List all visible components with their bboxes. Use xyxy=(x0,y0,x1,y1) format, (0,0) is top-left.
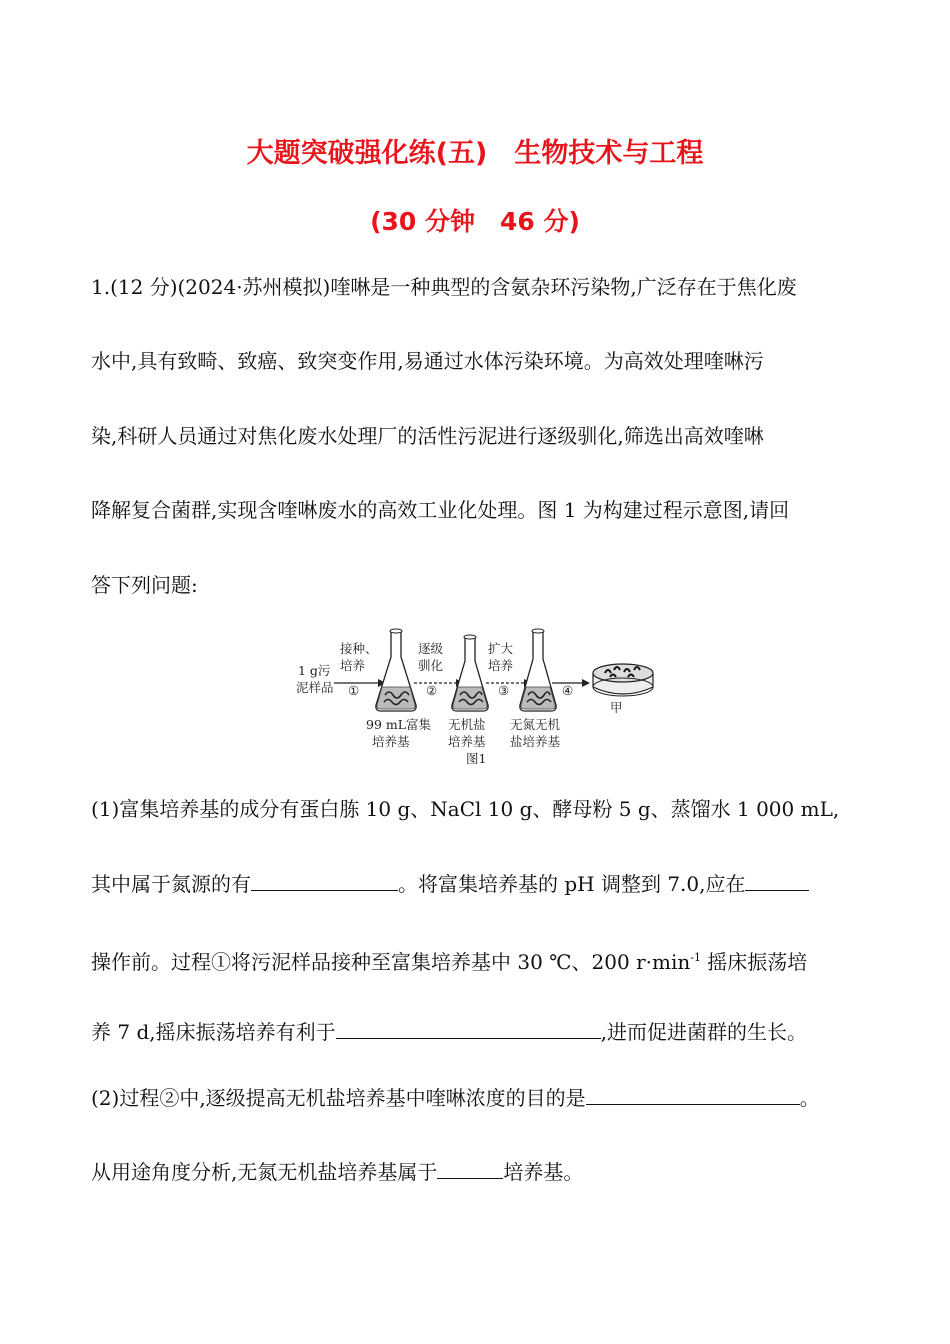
flask1-label-line1: 99 mL富集 xyxy=(366,717,432,732)
step2-label-line2: 驯化 xyxy=(418,658,444,673)
step1-number: ① xyxy=(348,683,360,698)
q1-part1-line2 xyxy=(91,870,809,898)
q1-part2-line1-text-a: (2)过程②中,逐级提高无机盐培养基中喹啉浓度的目的是 xyxy=(91,1086,586,1110)
q1-part1-line4-text-b: ,进而促进菌群的生长。 xyxy=(600,1020,807,1044)
step4-number: ④ xyxy=(562,683,574,698)
q1-part2-line2-text-a: 从用途角度分析,无氮无机盐培养基属于 xyxy=(91,1160,438,1184)
page-title: 大题突破强化练(五) 生物技术与工程 xyxy=(246,138,704,169)
q1-part2-line2-text-b: 培养基。 xyxy=(503,1160,584,1184)
answer-blank-shaking-benefit[interactable] xyxy=(336,1018,601,1039)
dish-label: 甲 xyxy=(610,700,623,715)
q1-text-line-2: 水中,具有致畸、致癌、致突变作用,易通过水体污染环境。为高效处理喹啉污 xyxy=(91,349,764,373)
figure-caption: 图1 xyxy=(466,751,487,766)
flask3-label-line1: 无氮无机 xyxy=(510,717,561,732)
step2-label-line1: 逐级 xyxy=(418,641,444,656)
sample-label-line2: 泥样品 xyxy=(296,680,334,695)
figure-1-diagram xyxy=(290,625,680,770)
step2-number: ② xyxy=(426,683,438,698)
q1-part2-line1-text-b: 。 xyxy=(799,1086,820,1110)
q1-text-line-4: 降解复合菌群,实现含喹啉废水的高效工业化处理。图 1 为构建过程示意图,请回 xyxy=(91,498,790,522)
step3-label-line2: 培养 xyxy=(488,658,514,673)
q1-part2-line1 xyxy=(91,1084,820,1112)
answer-blank-nitrogen-source[interactable] xyxy=(251,870,398,891)
flask2-label-line2: 培养基 xyxy=(448,734,486,749)
sample-label-line1: 1 g污 xyxy=(298,663,331,678)
flask2-label-line1: 无机盐 xyxy=(448,717,486,732)
step1-label-line1: 接种、 xyxy=(340,641,378,656)
q1-part1-line3-text-a: 操作前。过程①将污泥样品接种至富集培养基中 30 ℃、200 r·min xyxy=(91,950,691,974)
answer-blank-ph-timing[interactable] xyxy=(745,870,809,891)
arrow-head-step4 xyxy=(582,679,590,687)
answer-blank-medium-type[interactable] xyxy=(437,1158,503,1179)
flask3-label-line2: 盐培养基 xyxy=(510,734,561,749)
q1-part1-line4 xyxy=(91,1018,807,1046)
flask-1-icon xyxy=(376,629,416,711)
page-subtitle: (30 分钟 46 分) xyxy=(370,207,580,236)
answer-blank-domestication-purpose[interactable] xyxy=(586,1084,800,1105)
q1-part1-line3-text-b: 摇床振荡培 xyxy=(700,950,808,974)
q1-part2-line2 xyxy=(91,1158,583,1186)
q1-part1-line2-text-b: 。将富集培养基的 pH 调整到 7.0,应在 xyxy=(398,872,746,896)
flask1-label-line2: 培养基 xyxy=(372,734,410,749)
petri-dish-icon xyxy=(593,664,653,696)
q1-part1-line3-superscript: -1 xyxy=(690,951,701,964)
q1-text-line-3: 染,科研人员通过对焦化废水处理厂的活性污泥进行逐级驯化,筛选出高效喹啉 xyxy=(91,424,764,448)
q1-part1-line1: (1)富集培养基的成分有蛋白胨 10 g、NaCl 10 g、酵母粉 5 g、蒸馏水 1 000 mL, xyxy=(91,797,840,821)
flask-2-icon xyxy=(452,635,488,711)
q1-part1-line3 xyxy=(91,944,807,976)
step1-label-line2: 培养 xyxy=(340,658,366,673)
q1-part1-line4-text-a: 养 7 d,摇床振荡培养有利于 xyxy=(91,1020,336,1044)
step3-number: ③ xyxy=(498,683,510,698)
flask-3-icon xyxy=(520,629,556,711)
q1-text-line-1: 1.(12 分)(2024·苏州模拟)喹啉是一种典型的含氨杂环污染物,广泛存在于焦化废 xyxy=(91,275,797,299)
step3-label-line1: 扩大 xyxy=(488,641,514,656)
q1-text-line-5: 答下列问题: xyxy=(91,573,198,597)
q1-part1-line2-text-a: 其中属于氮源的有 xyxy=(91,872,251,896)
